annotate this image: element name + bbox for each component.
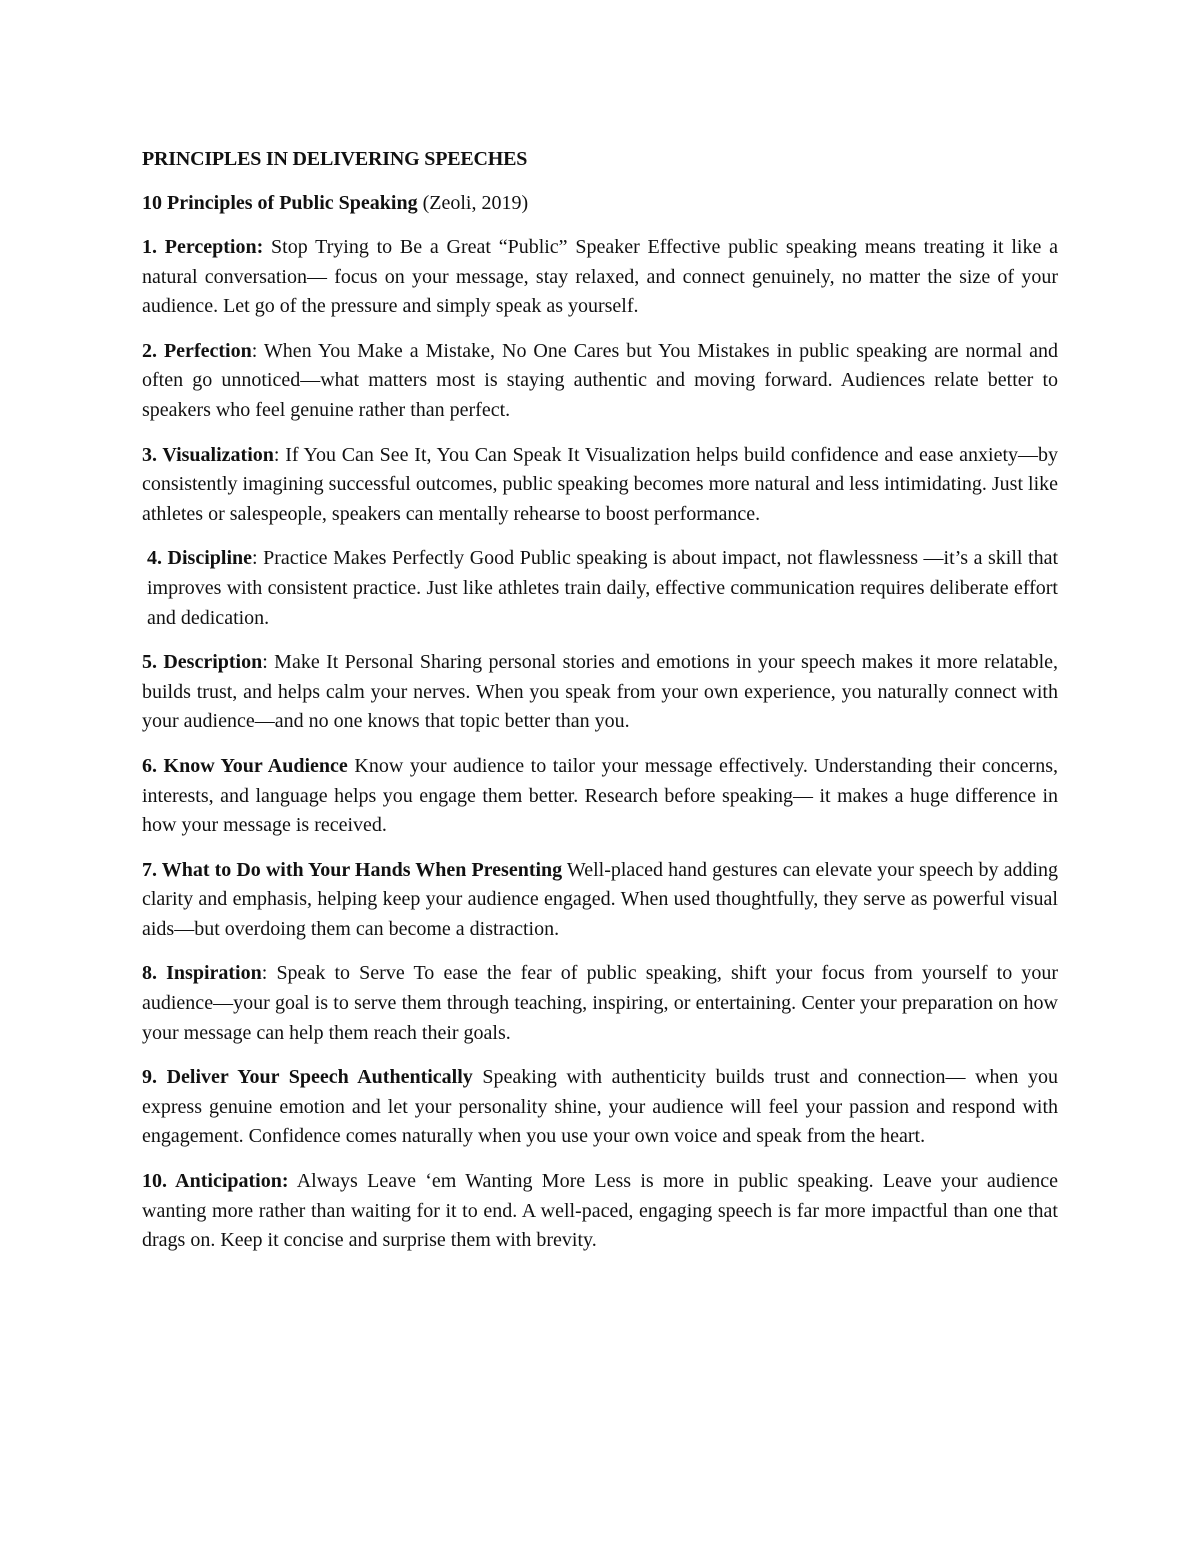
principle-label: Perception: <box>157 236 264 258</box>
principle-separator <box>473 1066 483 1088</box>
principle-number: 5. <box>142 651 157 674</box>
principle-text: Well-placed hand gestures can elevate your speech by adding clarity and emphasis, helping keep your audience engaged. When used thoughtfully, they serve as powerful visual aids—but overdoing them can become a distraction. <box>142 858 1059 940</box>
principle-separator <box>263 236 271 258</box>
principle-item <box>142 337 1058 426</box>
principle-label: Discipline <box>162 547 253 570</box>
principle-item <box>142 441 1058 530</box>
principle-label: What to Do with Your Hands When Presenting <box>157 858 563 881</box>
principle-separator: : <box>262 651 275 674</box>
principle-text: Make It Personal Sharing personal stories and emotions in your speech makes it more relatable, builds trust, and helps calm your nerves. When you speak from your own experience, you naturally connect with your audience—and no one knows that topic better than you. <box>142 651 1058 733</box>
principle-item <box>142 544 1058 633</box>
principle-item <box>142 1167 1058 1256</box>
principle-separator: : <box>252 547 264 570</box>
principle-number: 6. <box>142 754 157 777</box>
principle-number: 10. <box>142 1170 167 1193</box>
principle-text: Speak to Serve To ease the fear of public speaking, shift your focus from yourself to your audience—your goal is to serve them through teaching, inspiring, or entertaining. Center your preparation on how your message can help them reach their goals. <box>142 962 1058 1044</box>
principle-number: 4. <box>147 547 162 570</box>
principle-item <box>142 752 1058 841</box>
principle-number: 7. <box>142 858 157 881</box>
principle-number: 2. <box>142 339 157 362</box>
principle-item <box>142 1063 1058 1152</box>
principle-label: Description <box>157 651 263 674</box>
principle-label: Anticipation: <box>167 1170 289 1193</box>
principle-label: Visualization <box>157 443 274 466</box>
principle-number: 3. <box>142 443 157 466</box>
principle-text: Stop Trying to Be a Great “Public” Speaker Effective public speaking means treating it like a natural conversation— focus on your message, stay relaxed, and connect genuinely, no matter the size of your audience. Let go of the pressure and simply speak as yourself. <box>142 236 1058 318</box>
principle-separator: : <box>273 443 286 466</box>
principle-item <box>142 959 1058 1048</box>
document-title: PRINCIPLES IN DELIVERING SPEECHES <box>142 148 528 170</box>
principle-text: If You Can See It, You Can Speak It Visualization helps build confidence and ease anxiety—by consistently imagining successful outcomes, public speaking becomes more natural and less intimidating. Just like athletes or salespeople, speakers can mentally rehearse to boost performance. <box>142 443 1059 525</box>
principle-label: Deliver Your Speech Authentically <box>157 1066 473 1089</box>
principle-separator: : <box>251 339 264 362</box>
principle-text: Practice Makes Perfectly Good Public speaking is about impact, not flawlessness —it’s a skill that improves with consistent practice. Just like athletes train daily, effective communication requires deliberate effort and dedication. <box>147 547 1059 629</box>
principle-label: Inspiration <box>157 962 262 985</box>
principle-separator: : <box>261 962 277 985</box>
principle-text: Speaking with authenticity builds trust and connection— when you express genuine emotion and let your personality shine, your audience will feel your passion and respond with engagement. Confidence comes naturally when you use your own voice and speak from the heart. <box>142 1066 1058 1148</box>
principle-item <box>142 856 1058 945</box>
principle-number: 8. <box>142 962 157 985</box>
principles-list <box>142 233 1058 1256</box>
principle-item <box>142 233 1058 322</box>
principle-separator <box>289 1170 297 1192</box>
subtitle-heading: 10 Principles of Public Speaking <box>142 192 418 214</box>
subtitle-citation: (Zeoli, 2019) <box>417 192 529 214</box>
principle-text: When You Make a Mistake, No One Cares but You Mistakes in public speaking are normal and often go unnoticed—what matters most is staying authentic and moving forward. Audiences relate better to speakers who feel genuine rather than perfect. <box>142 339 1059 421</box>
principle-text: Always Leave ‘em Wanting More Less is more in public speaking. Leave your audience wanting more rather than waiting for it to end. A well-paced, engaging speech is far more impactful than one that drags on. Keep it concise and surprise them with brevity. <box>142 1170 1058 1252</box>
principle-number: 1. <box>142 236 157 258</box>
principle-label: Know Your Audience <box>157 754 348 777</box>
principle-item <box>142 648 1058 737</box>
document-subtitle <box>142 188 1058 218</box>
principle-text: Know your audience to tailor your message effectively. Understanding their concerns, interests, and language helps you engage them better. Research before speaking— it makes a huge difference in how your message is received. <box>142 754 1059 837</box>
principle-label: Perfection <box>157 339 252 362</box>
principle-number: 9. <box>142 1066 157 1089</box>
